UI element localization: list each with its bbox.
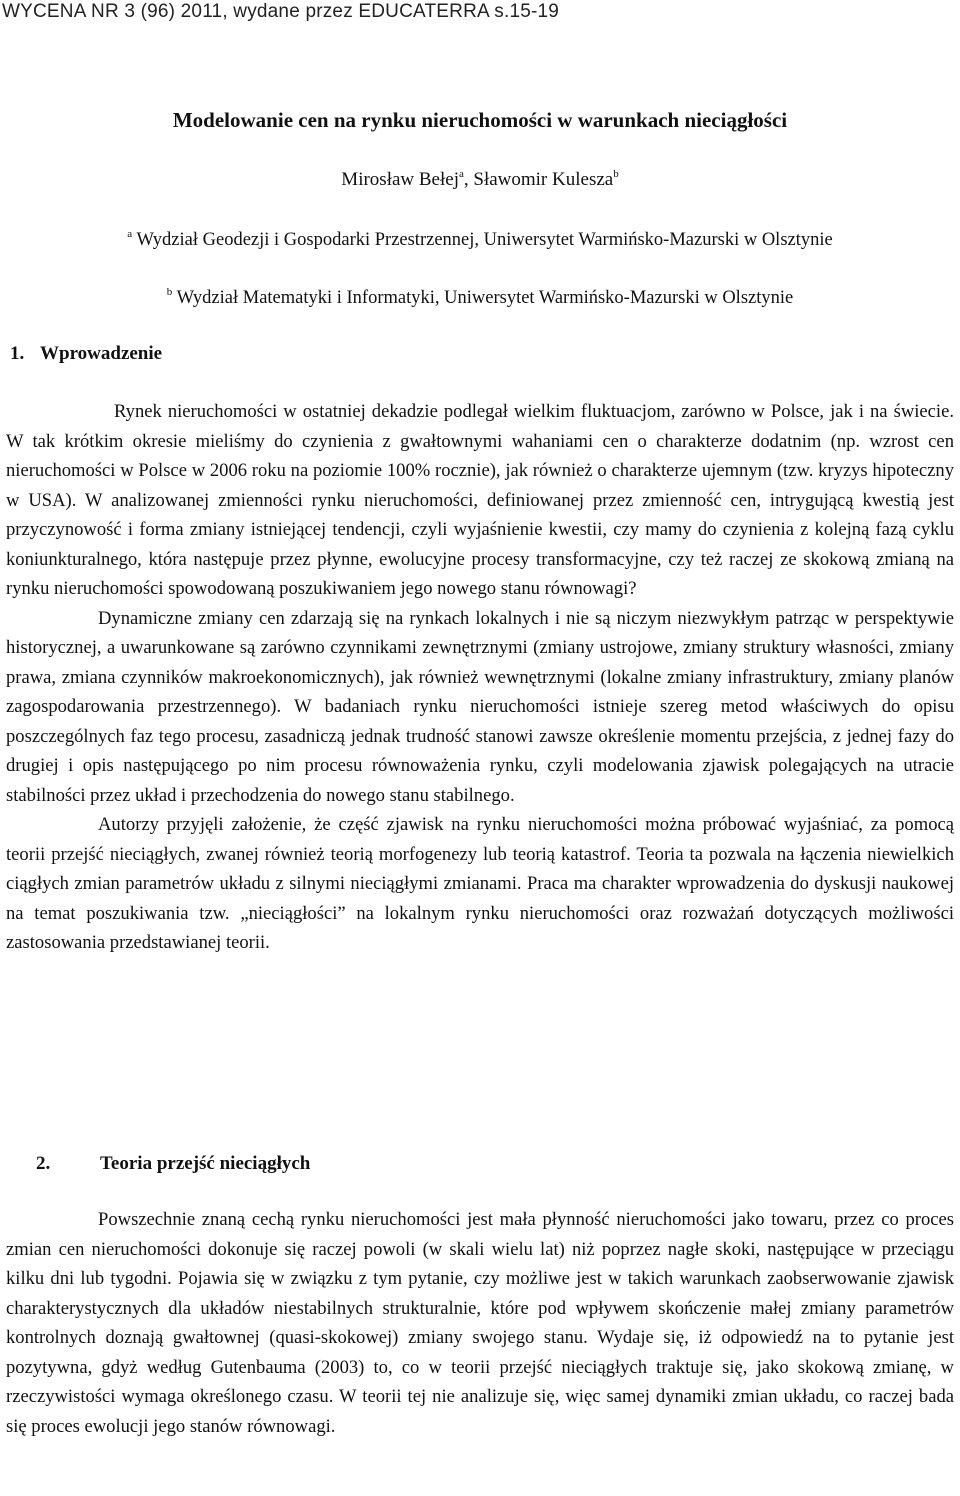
affiliation-mark: b bbox=[166, 285, 173, 298]
section-body bbox=[6, 397, 954, 958]
authors-line bbox=[0, 166, 960, 194]
paragraph: Rynek nieruchomości w ostatniej dekadzie podlegał wielkim fluktuacjom, zarówno w Polsce, jak i na świecie. W tak krótkim okresie mieliśmy do czynienia z gwałtownymi wahaniami cen o charakterze dodatnim (np. wzrost cen nieruchomości w Polsce w 2006 roku na poziomie 100% rocznie), jak również o charakterze ujemnym (tzw. kryzys hipoteczny w USA). W analizowanej zmienności rynku nieruchomości, definiowanej przez zmienność cen, intrygującą kwestią jest przyczynowość i forma zmiany istniejącej tendencji, czyli wyjaśnienie kwestii, czy mamy do czynienia z kolejną fazą cyklu koniunkturalnego, która następuje przez płynne, ewolucyjne procesy transformacyjne, czy też raczej ze skokową zmianą na rynku nieruchomości spowodowaną poszukiwaniem jego nowego stanu równowagi? bbox=[6, 401, 954, 599]
section-title: Wprowadzenie bbox=[40, 343, 163, 364]
journal-header: WYCENA NR 3 (96) 2011, wydane przez EDUCATERRA s.15-19 bbox=[2, 1, 560, 22]
section-body bbox=[6, 1205, 954, 1441]
section-number: 1. bbox=[10, 343, 25, 364]
paragraph: Dynamiczne zmiany cen zdarzają się na rynkach lokalnych i nie są niczym niezwykłym patrząc w perspektywie historycznej, a uwarunkowane są zarówno czynnikami zewnętrznymi (zmiany ustrojowe, zmiany struktury własności, zmiany prawa, zmiana czynników makroekonomicznych), jak również wewnętrznymi (lokalne zmiany infrastruktury, zmiany planów zagospodarowania przestrzennego). W badaniach rynku nieruchomości istnieje szereg metod właściwych do opisu poszczególnych faz tego procesu, zasadniczą jednak trudność stanowi zawsze określenie momentu przejścia, z jednej fazy do drugiej i opis następującego po nim procesu równoważenia rynku, czyli modelowania zjawisk polegających na utracie stabilności przez układ i przechodzenia do nowego stanu stabilnego. bbox=[6, 607, 954, 806]
author-name: Mirosław Bełej bbox=[341, 169, 459, 190]
paragraph: Autorzy przyjęli założenie, że część zjawisk na rynku nieruchomości można próbować wyjaśniać, za pomocą teorii przejść nieciągłych, zwanej również teorią morfogenezy lub teorią katastrof. Teoria ta pozwala na łączenia niewielkich ciągłych zmian parametrów układu z silnymi nieciągłymi zmianami. Praca ma charakter wprowadzenia do dyskusji naukowej na temat poszukiwania tzw. „nieciągłości” na lokalnym rynku nieruchomości oraz rozważań dotyczących możliwości zastosowania przedstawianej teorii. bbox=[6, 814, 954, 953]
section-heading bbox=[10, 340, 162, 368]
section-heading bbox=[36, 1150, 310, 1178]
affiliation-mark: a bbox=[127, 227, 133, 240]
author-affiliation-mark: a bbox=[458, 167, 464, 180]
paper-title: Modelowanie cen na rynku nieruchomości w warunkach nieciągłości bbox=[172, 108, 788, 132]
affiliation-text: Wydział Matematyki i Informatyki, Uniwersytet Warmińsko-Mazurski w Olsztynie bbox=[176, 288, 794, 308]
author-separator: , bbox=[463, 169, 474, 190]
author-affiliation-mark: b bbox=[613, 167, 619, 180]
affiliation-a bbox=[0, 226, 960, 255]
section-title: Teoria przejść nieciągłych bbox=[100, 1153, 311, 1174]
affiliation-b bbox=[0, 284, 960, 312]
section-number: 2. bbox=[36, 1153, 51, 1174]
author-name: Sławomir Kulesza bbox=[473, 169, 614, 190]
paragraph: Powszechnie znaną cechą rynku nieruchomości jest mała płynność nieruchomości jako towaru, przez co proces zmian cen nieruchomości dokonuje się raczej powoli (w skali wielu lat) niż poprzez nagłe skoki, następujące w przeciągu kilku dni lub tygodni. Pojawia się w związku z tym pytanie, czy możliwe jest w takich warunkach zaobserwowanie zjawisk charakterystycznych dla układów niestabilnych strukturalnie, które pod wpływem skończenie małej zmiany parametrów kontrolnych doznają gwałtownej (quasi-skokowej) zmiany swojego stanu. Wydaje się, iż odpowiedź na to pytanie jest pozytywna, gdyż według Gutenbauma (2003) to, co w teorii przejść nieciągłych traktuje się, jako skokową zmianę, w rzeczywistości wymaga określonego czasu. W teorii tej nie analizuje się, więc samej dynamiki zmian układu, co raczej bada się proces ewolucji jego stanów równowagi. bbox=[6, 1209, 954, 1437]
affiliation-text: Wydział Geodezji i Gospodarki Przestrzennej, Uniwersytet Warmińsko-Mazurski w Olsztynie bbox=[136, 230, 833, 250]
